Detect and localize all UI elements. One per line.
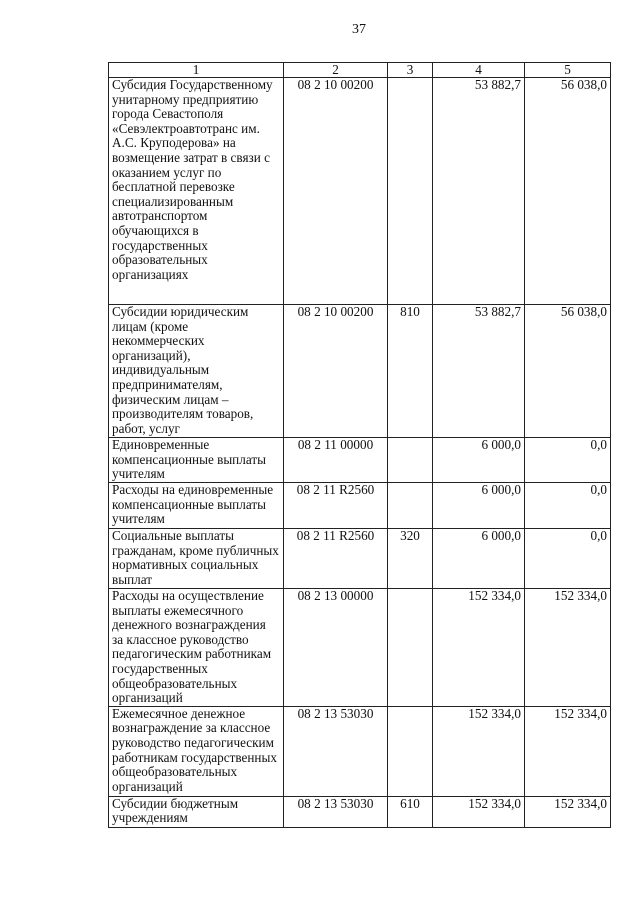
table-row — [109, 438, 611, 483]
column-header-3: 3 — [388, 63, 433, 78]
row-sum-year-2: 56 038,0 — [525, 78, 611, 305]
row-sum-year-1: 152 334,0 — [433, 589, 525, 707]
row-expense-type — [388, 483, 433, 529]
row-sum-year-2: 0,0 — [525, 483, 611, 529]
row-name: Субсидии бюджетным учреждениям — [109, 796, 284, 827]
row-sum-year-1: 53 882,7 — [433, 78, 525, 305]
table-header — [109, 63, 611, 78]
row-code: 08 2 11 R2560 — [284, 529, 388, 589]
row-code: 08 2 13 00000 — [284, 589, 388, 707]
row-expense-type — [388, 78, 433, 305]
table-body — [109, 78, 611, 828]
row-name: Единовременные компенсационные выплаты учителям — [109, 438, 284, 483]
row-name: Расходы на единовременные компенсационные выплаты учителям — [109, 483, 284, 529]
row-sum-year-2: 152 334,0 — [525, 589, 611, 707]
row-name: Субсидии юридическим лицам (кроме некоммерческих организаций), индивидуальным предпринимателям, физическим лицам – производителям товаров, работ, услуг — [109, 305, 284, 438]
row-expense-type: 810 — [388, 305, 433, 438]
row-code: 08 2 10 00200 — [284, 78, 388, 305]
row-expense-type: 610 — [388, 796, 433, 827]
row-sum-year-2: 56 038,0 — [525, 305, 611, 438]
row-sum-year-2: 152 334,0 — [525, 796, 611, 827]
row-name: Расходы на осуществление выплаты ежемесячного денежного вознаграждения за классное руководство педагогическим работникам государственных общеобразовательных организаций — [109, 589, 284, 707]
row-name: Ежемесячное денежное вознаграждение за классное руководство педагогическим работникам государственных общеобразовательных организаций — [109, 706, 284, 796]
table-row — [109, 796, 611, 827]
row-name: Субсидия Государственному унитарному предприятию города Севастополя «Севэлектроавтотранс им. А.С. Круподерова» на возмещение затрат в связи с оказанием услуг по бесплатной перевозке специализированным автотранспортом обучающихся в государственных образовательных организациях — [109, 78, 284, 305]
row-expense-type — [388, 589, 433, 707]
column-header-4: 4 — [433, 63, 525, 78]
table-row — [109, 483, 611, 529]
table-row — [109, 589, 611, 707]
row-code: 08 2 13 53030 — [284, 706, 388, 796]
row-sum-year-2: 0,0 — [525, 438, 611, 483]
row-sum-year-1: 6 000,0 — [433, 438, 525, 483]
row-name: Социальные выплаты гражданам, кроме публичных нормативных социальных выплат — [109, 529, 284, 589]
row-sum-year-1: 6 000,0 — [433, 529, 525, 589]
column-header-5: 5 — [525, 63, 611, 78]
column-header-1: 1 — [109, 63, 284, 78]
row-code: 08 2 11 00000 — [284, 438, 388, 483]
header-row — [109, 63, 611, 78]
page-number: 37 — [352, 22, 366, 37]
budget-table — [108, 62, 611, 828]
row-code: 08 2 13 53030 — [284, 796, 388, 827]
table-row — [109, 706, 611, 796]
row-expense-type — [388, 706, 433, 796]
row-sum-year-1: 53 882,7 — [433, 305, 525, 438]
row-sum-year-1: 6 000,0 — [433, 483, 525, 529]
table-row — [109, 305, 611, 438]
row-code: 08 2 10 00200 — [284, 305, 388, 438]
column-header-2: 2 — [284, 63, 388, 78]
row-sum-year-2: 0,0 — [525, 529, 611, 589]
table-row — [109, 78, 611, 305]
row-sum-year-1: 152 334,0 — [433, 796, 525, 827]
row-sum-year-2: 152 334,0 — [525, 706, 611, 796]
row-code: 08 2 11 R2560 — [284, 483, 388, 529]
table-row — [109, 529, 611, 589]
row-sum-year-1: 152 334,0 — [433, 706, 525, 796]
row-expense-type — [388, 438, 433, 483]
row-expense-type: 320 — [388, 529, 433, 589]
